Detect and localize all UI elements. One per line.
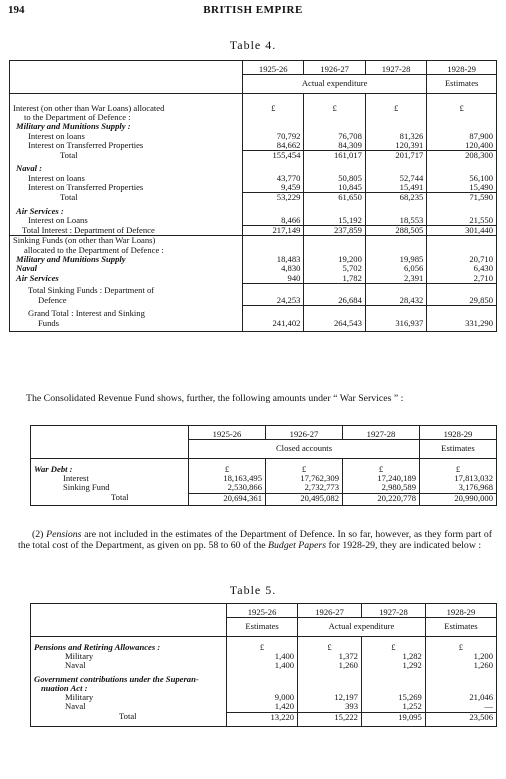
row-label: Military and Munitions Supply (16, 254, 126, 264)
table-row (10, 203, 497, 216)
cell-value: 1,260 (298, 661, 362, 670)
cell-value: 940 (243, 274, 304, 284)
section-heading: Air Services : (16, 205, 64, 216)
row-label: Military (65, 692, 94, 703)
cell-value: 84,662 (243, 141, 304, 151)
table-5 (30, 603, 497, 727)
cell-value: 9,459 (243, 183, 304, 193)
cell-value: 24,253 (243, 296, 304, 306)
row-label: Grand Total : Interest and Sinking (28, 308, 145, 319)
table-row (31, 604, 497, 618)
cell-value: 20,710 (427, 255, 497, 264)
row-label: Interest on loans (28, 130, 85, 141)
cell-value: 23,506 (425, 712, 496, 726)
paragraph-war-services: The Consolidated Revenue Fund shows, further, the following amounts under “ War Services ” : (26, 393, 404, 404)
table-row (10, 226, 497, 236)
table-row (10, 296, 497, 306)
row-label: Funds (38, 317, 60, 328)
table-row (10, 255, 497, 264)
currency-mark: £ (343, 458, 420, 474)
cell-value: 237,859 (304, 226, 365, 236)
table-row (10, 193, 497, 203)
column-header: 1928-29 (427, 61, 497, 75)
column-header: 1927-28 (343, 426, 420, 440)
table-row (31, 693, 497, 702)
column-header: 1927-28 (361, 604, 425, 618)
cell-value: 2,710 (427, 274, 497, 284)
table-row (31, 712, 497, 726)
cell-value: 15,490 (427, 183, 497, 193)
table-row (10, 141, 497, 151)
cell-value: 6,056 (365, 264, 426, 273)
row-label: Interest on Loans (28, 214, 88, 225)
paragraph-text: for 1928-29, they are indicated below : (326, 539, 482, 551)
section-heading: Pensions and Retiring Allowances : (34, 641, 161, 652)
row-label: Interest on Transferred Properties (28, 139, 144, 150)
cell-value: 1,282 (361, 652, 425, 661)
row-label: Sinking Fund (63, 482, 110, 493)
row-label: Total Sinking Funds : Department of (28, 285, 155, 296)
cell-value: 20,694,361 (189, 493, 266, 506)
currency-mark: £ (243, 104, 304, 113)
cell-value: 1,400 (227, 661, 298, 670)
table-war-services (30, 425, 497, 506)
section-heading: Government contributions under the Superan- (34, 673, 199, 684)
cell-value: 71,590 (427, 193, 497, 203)
cell-value: 17,240,189 (343, 474, 420, 483)
cell-value: 3,176,968 (420, 483, 497, 493)
cell-value: 1,782 (304, 274, 365, 284)
cell-value: 20,495,082 (266, 493, 343, 506)
table-row (31, 636, 497, 652)
cell-value: 1,372 (298, 652, 362, 661)
cell-value: 1,420 (227, 702, 298, 712)
table-row (31, 652, 497, 661)
group-header: Estimates (227, 618, 298, 637)
section-heading: War Debt : (34, 463, 73, 474)
cell-value: 201,717 (365, 151, 426, 161)
cell-value: 5,702 (304, 264, 365, 273)
row-label: Interest (on other than War Loans) allocated (13, 102, 165, 113)
cell-value: 288,505 (365, 226, 426, 236)
cell-value: 19,985 (365, 255, 426, 264)
cell-value: 52,744 (365, 174, 426, 183)
page-number: 194 (8, 4, 25, 16)
cell-value: 15,269 (361, 693, 425, 702)
cell-value: 81,326 (365, 132, 426, 141)
table-row (31, 618, 497, 637)
emphasis-budget-papers: Budget Papers (268, 539, 327, 551)
currency-mark: £ (298, 636, 362, 652)
table-row (31, 426, 497, 440)
cell-value: 87,900 (427, 132, 497, 141)
column-header: 1927-28 (365, 61, 426, 75)
cell-value: 20,220,778 (343, 493, 420, 506)
currency-mark: £ (227, 636, 298, 652)
cell-value: 4,830 (243, 264, 304, 273)
cell-value: 76,708 (304, 132, 365, 141)
table-row (10, 274, 497, 284)
table-5-title: Table 5. (229, 583, 277, 597)
column-header: 1925-26 (243, 61, 304, 75)
table-4 (9, 60, 497, 332)
group-header: Estimates (425, 618, 496, 637)
cell-value: 21,550 (427, 216, 497, 226)
cell-value: 301,440 (427, 226, 497, 236)
table-4-title: Table 4. (229, 38, 277, 52)
emphasis-pensions: Pensions (46, 529, 82, 540)
cell-value: 84,309 (304, 141, 365, 151)
cell-value: 2,391 (365, 274, 426, 284)
table-row (10, 283, 497, 295)
group-header: Estimates (427, 75, 497, 94)
currency-mark: £ (427, 104, 497, 113)
row-label: Naval (65, 660, 86, 671)
cell-value: 217,149 (243, 226, 304, 236)
cell-value: 15,192 (304, 216, 365, 226)
cell-value: 70,792 (243, 132, 304, 141)
cell-value: 68,235 (365, 193, 426, 203)
cell-value: 17,762,309 (266, 474, 343, 483)
table-row (31, 440, 497, 459)
cell-value: 120,400 (427, 141, 497, 151)
cell-value: 1,252 (361, 702, 425, 712)
row-label: Interest on Transferred Properties (28, 182, 144, 193)
row-label: Total Interest : Department of Defence (22, 224, 155, 235)
table-row (31, 671, 497, 684)
cell-value: 19,095 (361, 712, 425, 726)
cell-value: 161,017 (304, 151, 365, 161)
cell-value: 1,400 (227, 652, 298, 661)
cell-value: 15,491 (365, 183, 426, 193)
cell-value: 18,163,495 (189, 474, 266, 483)
row-label: Total (60, 149, 78, 160)
column-header: 1926-27 (298, 604, 362, 618)
column-header: 1928-29 (420, 426, 497, 440)
column-header: 1926-27 (266, 426, 343, 440)
currency-mark: £ (304, 104, 365, 113)
cell-value: 1,292 (361, 661, 425, 670)
group-header: Actual expenditure (298, 618, 426, 637)
table-row (10, 319, 497, 332)
cell-value: 53,229 (243, 193, 304, 203)
row-label: Air Services (16, 272, 59, 283)
row-label: Total (60, 191, 78, 202)
cell-value: 208,300 (427, 151, 497, 161)
cell-value: 12,197 (298, 693, 362, 702)
cell-value: 13,220 (227, 712, 298, 726)
cell-value: 17,813,032 (420, 474, 497, 483)
row-label: Total (111, 492, 129, 503)
currency-mark: £ (266, 458, 343, 474)
cell-value: 21,046 (425, 693, 496, 702)
row-label: Sinking Funds (on other than War Loans) (10, 236, 243, 246)
table-row (31, 483, 497, 493)
cell-value: 56,100 (427, 174, 497, 183)
row-label: Defence (38, 294, 67, 305)
table-row (10, 160, 497, 173)
table-row (10, 183, 497, 193)
running-title: BRITISH EMPIRE (203, 4, 303, 16)
group-header: Closed accounts (189, 440, 420, 459)
cell-value: 61,650 (304, 193, 365, 203)
cell-value: 20,990,000 (420, 493, 497, 506)
paragraph-number: (2) (32, 529, 47, 540)
row-label: allocated to the Department of Defence : (24, 244, 164, 255)
table-row (31, 458, 497, 474)
paragraph-pensions (18, 530, 492, 552)
section-heading: Military and Munitions Supply : (16, 121, 131, 132)
table-row (31, 684, 497, 693)
cell-value: 120,391 (365, 141, 426, 151)
table-row (31, 661, 497, 670)
cell-value: 43,770 (243, 174, 304, 183)
currency-mark: £ (189, 458, 266, 474)
column-header: 1925-26 (227, 604, 298, 618)
cell-value: 155,454 (243, 151, 304, 161)
page-header (8, 4, 498, 18)
cell-value: 50,805 (304, 174, 365, 183)
currency-mark: £ (361, 636, 425, 652)
cell-value: 331,290 (427, 319, 497, 332)
row-label: Naval (16, 263, 38, 274)
row-label: Interest (63, 473, 89, 484)
cell-value: 2,980,589 (343, 483, 420, 493)
currency-mark: £ (420, 458, 497, 474)
cell-value: 1,260 (425, 661, 496, 670)
row-label: Naval (65, 701, 86, 712)
cell-value: 8,466 (243, 216, 304, 226)
section-heading: Naval : (16, 163, 43, 174)
cell-value: 19,200 (304, 255, 365, 264)
table-row (10, 75, 497, 94)
column-header: 1925-26 (189, 426, 266, 440)
cell-value: 1,200 (425, 652, 496, 661)
column-header: 1928-29 (425, 604, 496, 618)
row-label: Total (119, 711, 137, 722)
section-heading: nuation Act : (41, 682, 88, 693)
table-row (10, 305, 497, 318)
cell-value: 393 (298, 702, 362, 712)
cell-value: 29,850 (427, 296, 497, 306)
cell-value: 264,543 (304, 319, 365, 332)
table-row (10, 264, 497, 273)
cell-value: 6,430 (427, 264, 497, 273)
group-header: Actual expenditure (243, 75, 427, 94)
cell-value: 18,553 (365, 216, 426, 226)
table-row (31, 702, 497, 712)
column-header: 1926-27 (304, 61, 365, 75)
cell-value: 18,483 (243, 255, 304, 264)
cell-value: 241,402 (243, 319, 304, 332)
table-row (10, 151, 497, 161)
cell-value: 15,222 (298, 712, 362, 726)
paragraph-text: are not included in the estimates of the Department of Defence. In so far, however, as they form part of the total cost of the Department, as given on pp. 58 to 60 of the (18, 529, 493, 551)
row-label: to the Department of Defence : (24, 112, 131, 123)
table-row (31, 493, 497, 506)
group-header: Estimates (420, 440, 497, 459)
cell-value: 9,000 (227, 693, 298, 702)
row-label: Military (65, 651, 94, 662)
cell-value: 2,732,773 (266, 483, 343, 493)
cell-value: 26,684 (304, 296, 365, 306)
cell-value: 28,432 (365, 296, 426, 306)
row-label: Interest on loans (28, 172, 85, 183)
currency-mark: £ (425, 636, 496, 652)
cell-value: 316,937 (365, 319, 426, 332)
table-row (10, 61, 497, 75)
currency-mark: £ (365, 104, 426, 113)
cell-value: — (425, 702, 496, 712)
cell-value: 2,530,866 (189, 483, 266, 493)
cell-value: 10,845 (304, 183, 365, 193)
